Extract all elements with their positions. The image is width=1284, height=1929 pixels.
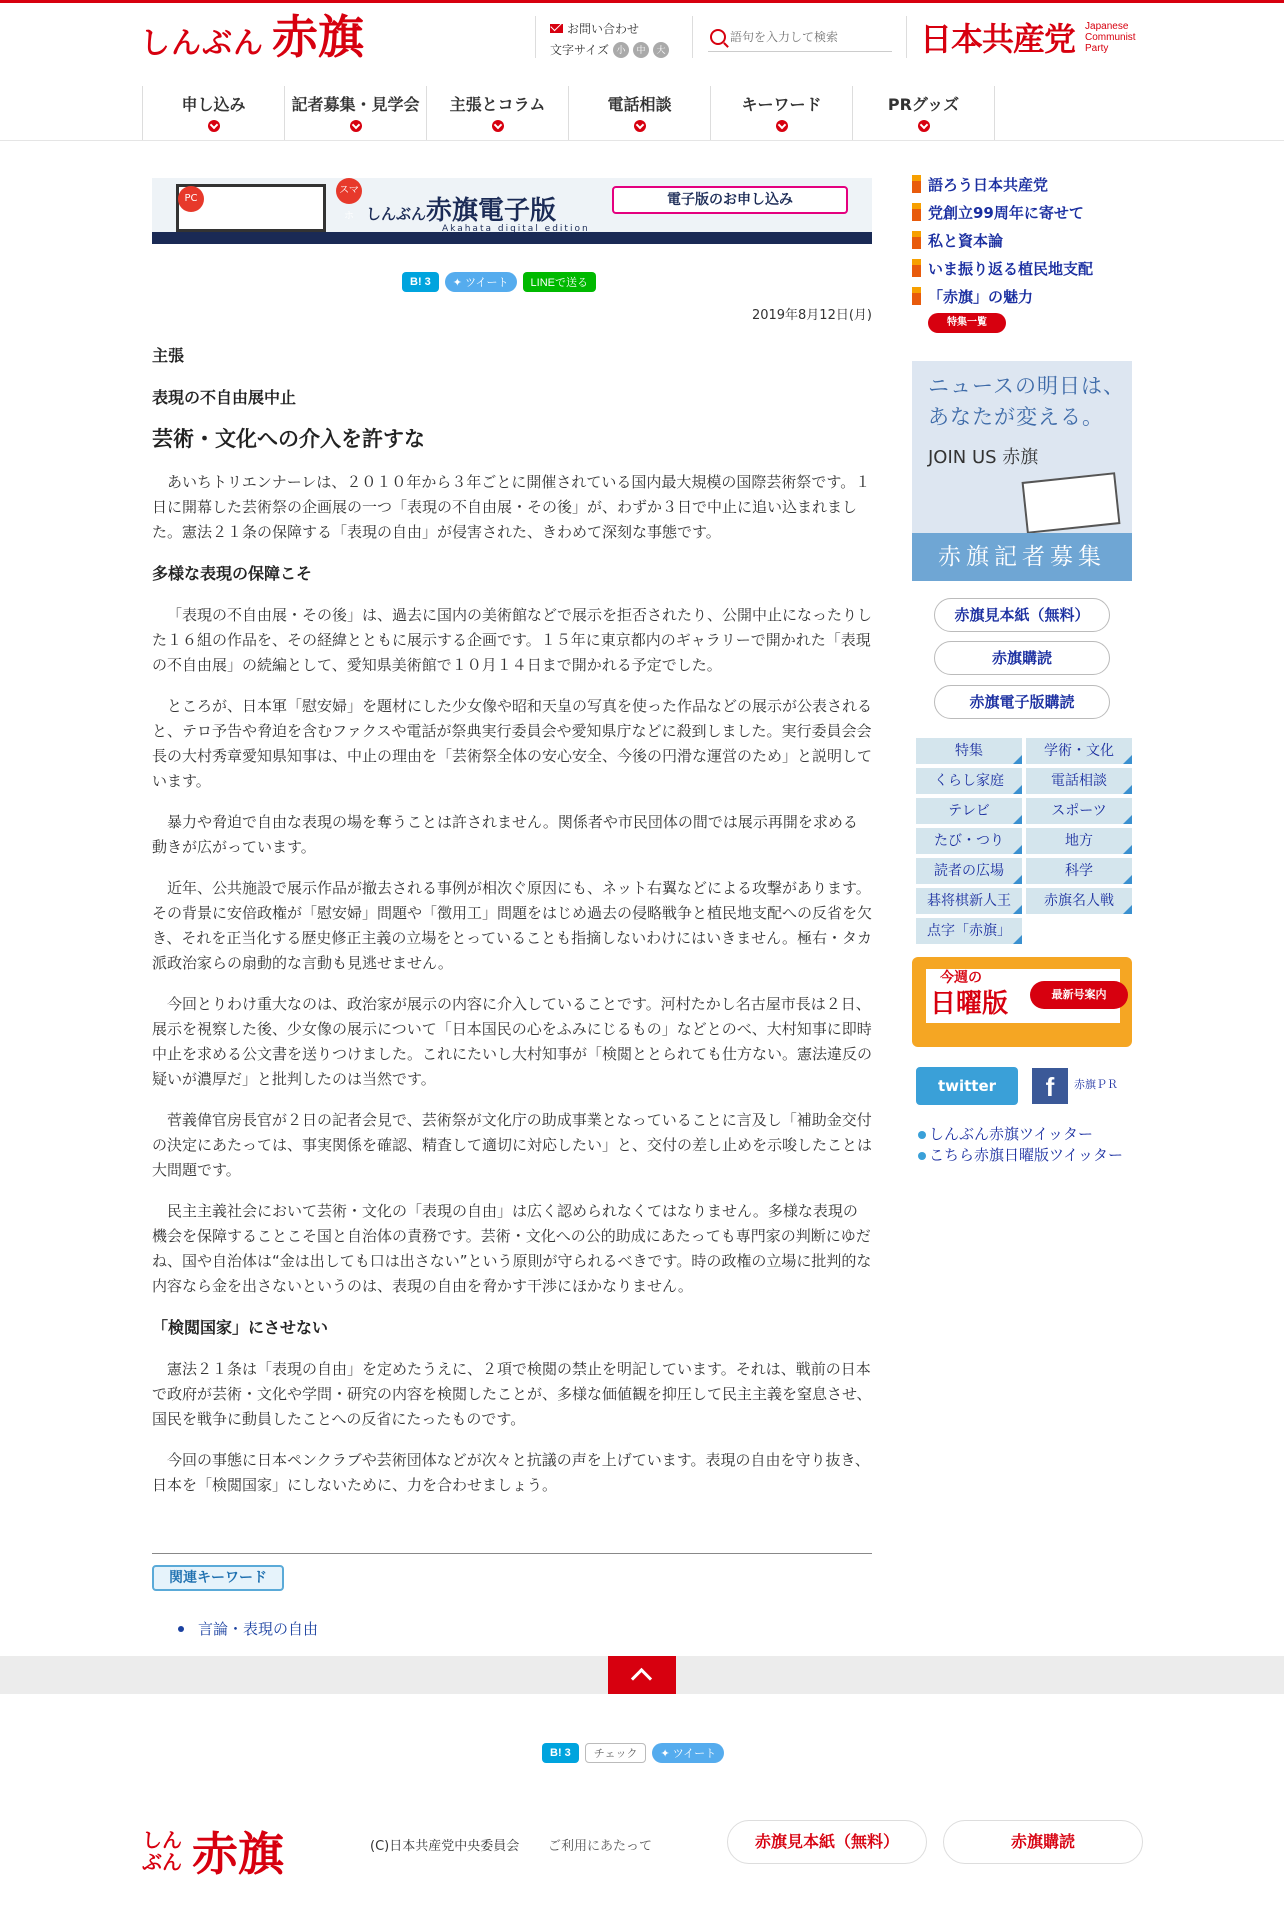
article-paragraph: 今回の事態に日本ペンクラブや芸術団体などが次々と抗議の声を上げています。表現の自由を守り抜き、日本を「検閲国家」にしないために、力を合わせましょう。 (152, 1451, 870, 1494)
footer-logo[interactable] (142, 1818, 284, 1884)
newspaper-illustration (1022, 472, 1121, 534)
nav-item-pr-goods[interactable]: PRグッズ (853, 86, 995, 140)
contact-label: お問い合わせ (567, 22, 640, 36)
category-link[interactable]: 点字「赤旗」 (916, 918, 1022, 944)
features-index-button[interactable]: 特集一覧 (928, 313, 1006, 333)
article-paragraph: 今回とりわけ重大なのは、政治家が展示の内容に介入していることです。河村たかし名古屋市長は２日、展示を視察した後、少女像の展示について「日本国民の心をふみにじるもの」などとのべ、大村知事に即時中止を求める公文書を送りつけました。これにたいし大村知事が「検閲ととられても仕方ない。憲法違反の疑いが濃厚だ」と批判したのは当然です。 (152, 995, 873, 1088)
article-headline: 芸術・文化への介入を許すな (152, 427, 425, 451)
banner-subtitle: Akahata digital edition (442, 224, 590, 234)
article-paragraph: 憲法２１条は「表現の自由」を定めたうえに、２項で検閲の禁止を明記しています。それは、戦前の日本で政府が芸術・文化や学問・研究の内容を検閲したことが、多様な価値観を抑圧して民主主義を窒息させ、国民を戦争に動員したことへの反省にたったものです。 (152, 1360, 872, 1428)
recruit-join: JOIN US 赤旗 (928, 447, 1039, 468)
banner-apply-button[interactable]: 電子版のお申し込み (612, 186, 848, 214)
feature-marker-icon (912, 287, 921, 305)
chevron-down-icon (776, 120, 788, 132)
chevron-down-icon (918, 120, 930, 132)
font-size-control (550, 41, 669, 58)
sunday-edition-banner[interactable] (912, 957, 1132, 1047)
related-keywords-label: 関連キーワード (152, 1565, 284, 1591)
chevron-down-icon (350, 120, 362, 132)
category-link[interactable]: 赤旗名人戦 (1026, 888, 1132, 914)
feature-link[interactable]: 私と資本論 (912, 226, 1093, 254)
chevron-down-icon (208, 120, 220, 132)
feature-marker-icon (912, 175, 921, 193)
keyword-link[interactable]: 言論・表現の自由 (198, 1620, 319, 1638)
category-link[interactable]: 碁将棋新人王 (916, 888, 1022, 914)
feature-link[interactable]: 語ろう日本共産党 (912, 170, 1093, 198)
footer-subscribe-button[interactable]: 赤旗購読 (943, 1820, 1143, 1864)
keywords-divider (152, 1553, 872, 1554)
logo-kanji: 赤旗 (272, 10, 364, 64)
category-link[interactable]: 電話相談 (1026, 768, 1132, 794)
jcp-logo[interactable] (920, 14, 1136, 60)
article-paragraph: 近年、公共施設で展示作品が撤去される事例が相次ぐ原因にも、ネット右翼などによる攻撃があります。その背景に安倍政権が「慰安婦」問題や「徴用工」問題をはじめ過去の侵略戦争と植民地支配への反省を欠き、それを正当化する歴史修正主義の立場をとっていることも指摘しないわけにはいきません。極右・タカ派政治家らの扇動的な言動も見逃せません。 (152, 879, 873, 972)
search-icon[interactable] (710, 29, 726, 45)
footer-logo-kana: しん ぶん (142, 1828, 182, 1874)
article-section-heading: 多様な表現の保障こそ (152, 564, 313, 583)
nav-item-apply[interactable]: 申し込み (143, 86, 285, 140)
article-paragraph: 暴力や脅迫で自由な表現の場を奪うことは許されません。関係者や市民団体の間では展示再開を求める動きが広がっています。 (152, 813, 858, 856)
digital-edition-banner[interactable] (152, 178, 872, 244)
mail-icon (550, 24, 563, 33)
keyword-list (178, 1618, 318, 1639)
nav-item-editorials[interactable]: 主張とコラム (427, 86, 569, 140)
category-link[interactable]: テレビ (916, 798, 1022, 824)
latest-issue-button[interactable]: 最新号案内 (1030, 981, 1128, 1009)
footer-sample-paper-button[interactable]: 赤旗見本紙（無料） (727, 1820, 927, 1864)
category-grid (916, 738, 1132, 944)
bullet-icon (178, 1626, 184, 1632)
font-size-small-button[interactable]: 小 (613, 42, 629, 58)
hatena-bookmark-button[interactable]: B! 3 (542, 1743, 579, 1763)
article-paragraph: 民主主義社会において芸術・文化の「表現の自由」は広く認められなくてはなりません。多様な表現の機会を保障することこそ国と自治体の責務です。芸術・文化への公的助成にあたっても専門家の判断にゆだね、国や自治体は“金は出しても口は出さない”という原則が守られるべきです。時の政権の立場に批判的な内容なら金を出さないというのは、表現の自由を脅かす干渉にほかなりません。 (152, 1202, 872, 1295)
top-accent-line (0, 0, 1284, 3)
sample-paper-button[interactable]: 赤旗見本紙（無料） (934, 598, 1110, 632)
feature-link[interactable]: いま振り返る植民地支配 (912, 254, 1093, 282)
article-section-heading: 「検閲国家」にさせない (152, 1318, 329, 1337)
terms-of-use-link[interactable]: ご利用にあたって (548, 1839, 653, 1854)
article-date: 2019年8月12日(月) (751, 308, 872, 323)
back-to-top-button[interactable] (608, 1656, 676, 1694)
font-size-medium-button[interactable]: 中 (633, 42, 649, 58)
sunday-label-week: 今週の (940, 970, 982, 986)
bullet-icon (918, 1152, 926, 1160)
recruit-message: ニュースの明日は、 あなたが変える。 (928, 374, 1125, 429)
mixi-check-button[interactable]: チェック (585, 1743, 647, 1763)
twitter-links (918, 1124, 1123, 1166)
nav-item-recruit[interactable]: 記者募集・見学会 (285, 86, 427, 140)
article-body (152, 342, 872, 1498)
tweet-button[interactable]: ✦ ツイート (652, 1743, 724, 1763)
jcp-logo-en: Japanese Communist Party (1085, 20, 1136, 54)
facebook-label[interactable]: 赤旗ＰＲ (1074, 1078, 1118, 1091)
digital-subscribe-button[interactable]: 赤旗電子版購読 (934, 685, 1110, 719)
twitter-follow-button[interactable]: twitter (916, 1067, 1018, 1105)
font-size-large-button[interactable]: 大 (653, 42, 669, 58)
feature-link[interactable]: 「赤旗」の魅力 (912, 282, 1093, 310)
jcp-logo-jp: 日本共産党 (920, 20, 1076, 58)
nav-divider (0, 140, 1284, 141)
twitter-icon: ✦ (452, 276, 466, 289)
article-paragraph: 「表現の不自由展・その後」は、過去に国内の美術館などで展示を拒否されたり、公開中止になったりした１６組の作品を、その経緯とともに展示する企画です。１５年に東京都内のギャラリーで開かれた「表現の不自由展」の続編として、愛知県美術館で１０月１４日まで開かれる予定でした。 (152, 606, 873, 674)
nav-item-phone-consult[interactable]: 電話相談 (569, 86, 711, 140)
nav-item-keywords[interactable]: キーワード (711, 86, 853, 140)
font-size-label: 文字サイズ (550, 43, 610, 57)
twitter-icon: ✦ (660, 1747, 673, 1760)
feature-marker-icon (912, 259, 921, 277)
article-paragraph: あいちトリエンナーレは、２０１０年から３年ごとに開催されている国内最大規模の国際芸術祭です。１日に開幕した芸術祭の企画展の一つ「表現の不自由展・その後」が、わずか３日で中止に追い込まれました。憲法２１条の保障する「表現の自由」が侵害された、きわめて深刻な事態です。 (152, 473, 871, 541)
bottom-share-buttons (542, 1743, 724, 1763)
article-paragraph: ところが、日本軍「慰安婦」を題材にした少女像や昭和天皇の写真を使った作品などの展示が公表されると、テロ予告や脅迫を含むファクスや電話が祭典実行委員会や愛知県庁などに殺到しました。実行委員会会長の大村秀章愛知県知事は、中止の理由を「芸術祭全体の安心安全、今後の円滑な運営のため」と説明しています。 (152, 697, 873, 790)
feature-marker-icon (912, 203, 921, 221)
feature-list (912, 170, 1093, 310)
bullet-icon (918, 1131, 926, 1139)
category-link[interactable]: 地方 (1026, 828, 1132, 854)
share-buttons (402, 272, 596, 292)
chevron-down-icon (492, 120, 504, 132)
category-link[interactable]: 学術・文化 (1026, 738, 1132, 764)
site-logo[interactable] (140, 12, 364, 64)
category-link[interactable]: 科学 (1026, 858, 1132, 884)
footer-logo-kanji: 赤旗 (192, 1827, 284, 1881)
hatena-bookmark-button[interactable]: B! 3 (402, 272, 439, 292)
category-link[interactable]: 読者の広場 (916, 858, 1022, 884)
category-link[interactable]: くらし家庭 (916, 768, 1022, 794)
category-link[interactable]: たび・つり (916, 828, 1022, 854)
tweet-button[interactable]: ✦ ツイート (445, 272, 517, 292)
article-paragraph: 菅義偉官房長官が２日の記者会見で、芸術祭が文化庁の助成事業となっていることに言及し「補助金交付の決定にあたっては、事実関係を確認、精査して適切に対応したい」と、交付の差し止めを示唆したことは大問題です。 (152, 1111, 873, 1179)
twitter-link[interactable]: こちら赤旗日曜版ツイッター (918, 1145, 1123, 1166)
contact-link[interactable] (550, 20, 639, 37)
banner-title: しんぶん赤旗電子版 (366, 196, 557, 226)
line-share-button[interactable]: LINEで送る (523, 272, 596, 292)
header-divider (535, 16, 536, 58)
search-input[interactable] (730, 30, 880, 44)
main-nav (142, 86, 995, 140)
chevron-down-icon (634, 120, 646, 132)
subscribe-button[interactable]: 赤旗購読 (934, 641, 1110, 675)
search-box (708, 22, 892, 52)
recruit-band: 赤旗記者募集 (912, 533, 1132, 581)
feature-link[interactable]: 党創立99周年に寄せて (912, 198, 1093, 226)
logo-kana: しんぶん (140, 26, 264, 61)
twitter-link[interactable]: しんぶん赤旗ツイッター (918, 1124, 1123, 1145)
category-link[interactable]: スポーツ (1026, 798, 1132, 824)
sunday-label-edition: 日曜版 (930, 989, 1009, 1019)
category-link[interactable]: 特集 (916, 738, 1022, 764)
header-divider (906, 16, 907, 58)
article-kicker: 主張 (152, 346, 185, 365)
badge-phone: スマホ (336, 178, 362, 204)
article-subtitle: 表現の不自由展中止 (152, 388, 297, 407)
feature-marker-icon (912, 231, 921, 249)
header-divider (692, 16, 693, 58)
facebook-icon[interactable]: f (1032, 1068, 1068, 1104)
copyright: (C)日本共産党中央委員会 (370, 1839, 520, 1854)
banner-note: ● 日刊紙が全ページ読める ● 過去1年分の検索ができる (592, 235, 826, 244)
reporter-recruit-banner[interactable] (912, 361, 1132, 581)
badge-pc: PC (178, 186, 204, 212)
